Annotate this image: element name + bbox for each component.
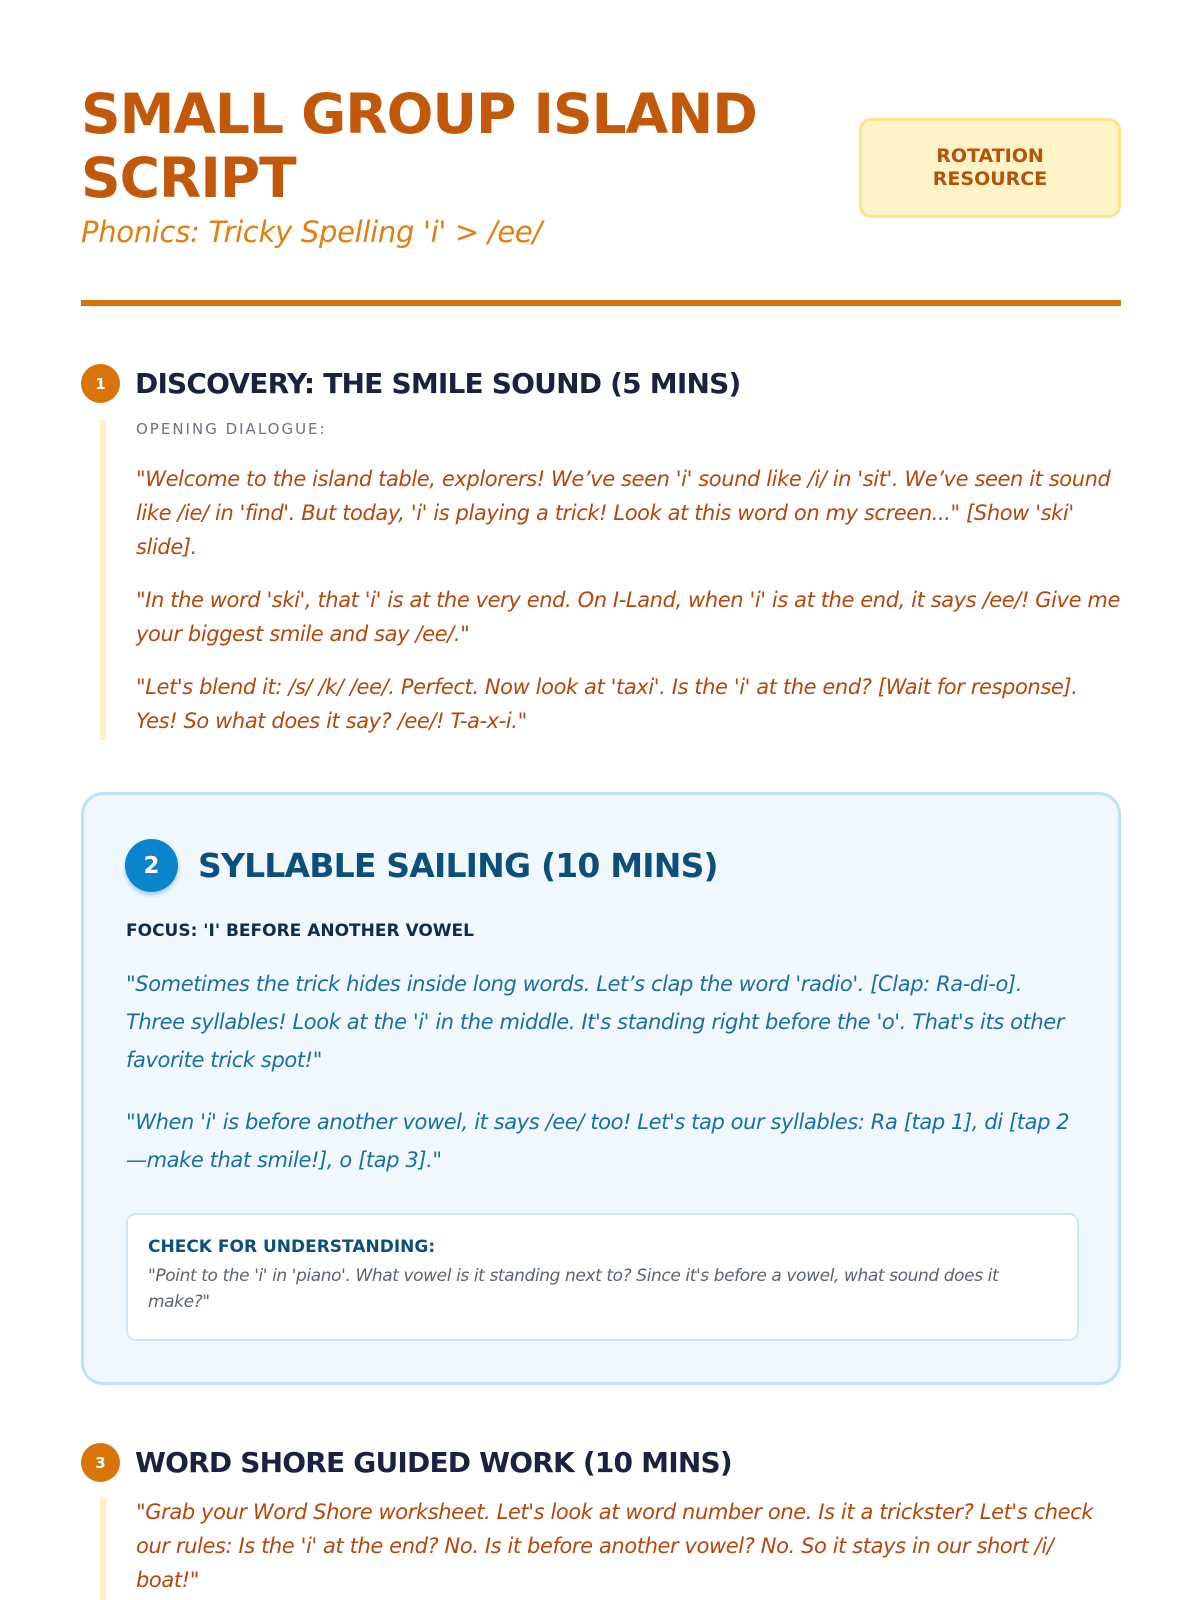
dialogue-quote: "Let's blend it: /s/ /k/ /ee/. Perfect. Now look at 'taxi'. Is the 'i' at the end? [Wait for response]. Yes! So what does it say? /ee/! T-a-x-i." [136, 675, 1078, 733]
page-subtitle: Phonics: Tricky Spelling 'i' > /ee/ [81, 215, 542, 249]
check-title: CHECK FOR UNDERSTANDING: [148, 1237, 436, 1257]
section-1-number: 1 [81, 364, 120, 403]
section-2-card [81, 792, 1121, 1385]
dialogue-quote: "Welcome to the island table, explorers! We’ve seen 'i' sound like /i/ in 'sit'. We’ve seen it sound like /ie/ in 'find'. But today, 'i' is playing a trick! Look at this word on my screen..." [Show 'ski' slide]. [136, 467, 1111, 559]
section-3-title: WORD SHORE GUIDED WORK (10 MINS) [135, 1446, 732, 1479]
badge-label: ROTATION RESOURCE [932, 145, 1048, 190]
section-2-heading [125, 839, 718, 892]
dialogue-quote: "Grab your Word Shore worksheet. Let's look at word number one. Is it a trickster? Let's check our rules: Is the 'i' at the end? No. Is it before another vowel? No. So it stays in our short /i/ boat!" [136, 1500, 1094, 1592]
dialogue-quote: "When 'i' is before another vowel, it says /ee/ too! Let's tap our syllables: Ra [tap 1], di [tap 2—make that smile!], o [tap 3]." [126, 1110, 1070, 1172]
section-2-number: 2 [125, 839, 178, 892]
check-text: "Point to the 'i' in 'piano'. What vowel is it standing next to? Since it's before a vowel, what sound does it make?" [148, 1266, 999, 1312]
header [81, 82, 1121, 262]
opening-dialogue-label: OPENING DIALOGUE: [136, 420, 327, 438]
rotation-resource-badge [859, 118, 1121, 218]
section-3-heading [81, 1443, 732, 1482]
section-2-title: SYLLABLE SAILING (10 MINS) [198, 846, 718, 885]
page [81, 0, 1121, 1600]
header-divider [81, 300, 1121, 306]
dialogue-quote: "Sometimes the trick hides inside long words. Let’s clap the word 'radio'. [Clap: Ra-di-o]. Three syllables! Look at the 'i' in the middle. It's standing right before the 'o'. That's its other favorite trick spot!" [126, 972, 1065, 1072]
section-3-dialogue [100, 1498, 1121, 1600]
check-for-understanding-box [126, 1213, 1079, 1341]
page-title: SMALL GROUP ISLAND SCRIPT [81, 82, 757, 210]
section-3-number: 3 [81, 1443, 120, 1482]
section-2-dialogue [126, 965, 1076, 1203]
focus-label: FOCUS: 'I' BEFORE ANOTHER VOWEL [126, 921, 475, 941]
section-1-dialogue [100, 420, 1121, 740]
section-1-title: DISCOVERY: THE SMILE SOUND (5 MINS) [135, 367, 741, 400]
section-1-heading [81, 364, 740, 403]
dialogue-quote: "In the word 'ski', that 'i' is at the very end. On I-Land, when 'i' is at the end, it says /ee/! Give me your biggest smile and say /ee/." [136, 588, 1120, 646]
